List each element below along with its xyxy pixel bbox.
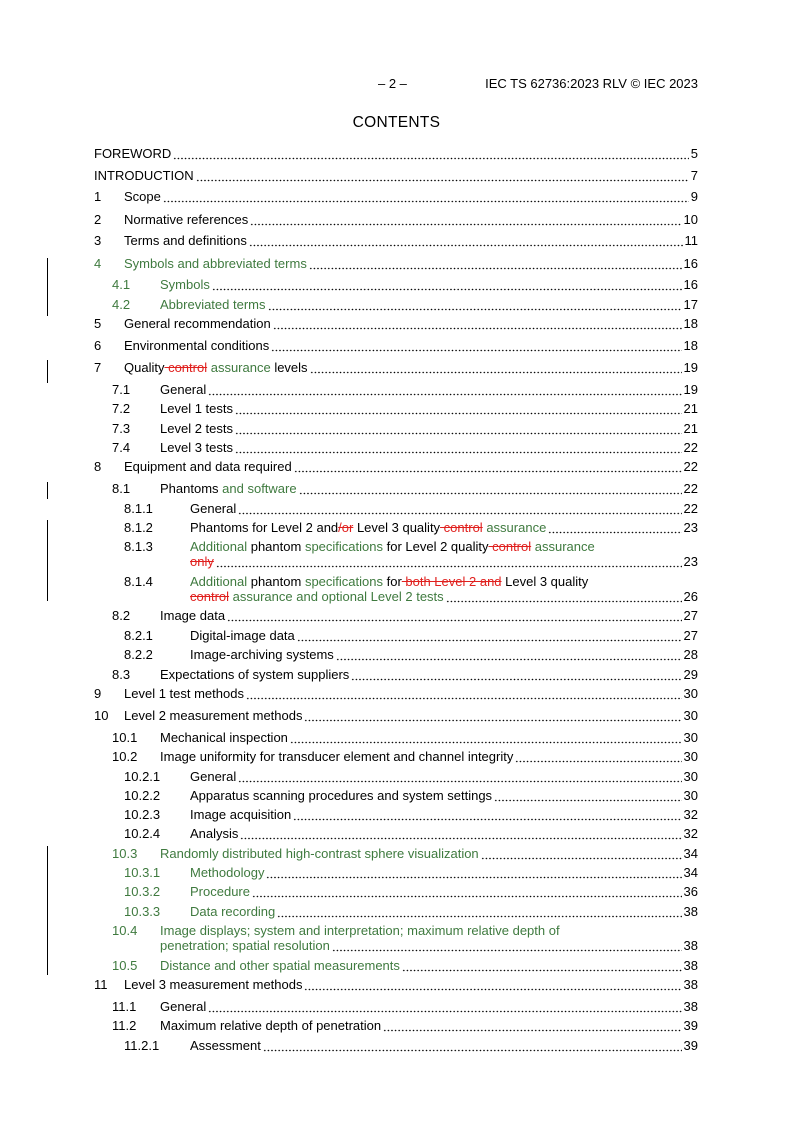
toc-page-number: 9 bbox=[690, 189, 698, 204]
toc-entry[interactable] bbox=[94, 846, 698, 862]
toc-entry-number: 8.2 bbox=[112, 608, 131, 623]
dot-leader bbox=[208, 999, 681, 1015]
toc-page-number: 30 bbox=[683, 769, 698, 784]
dot-leader bbox=[304, 977, 681, 993]
toc-entry-text: Equipment and data required bbox=[124, 459, 292, 474]
toc-entry-number: 2 bbox=[94, 212, 102, 227]
dot-leader bbox=[481, 846, 682, 862]
change-bar bbox=[47, 520, 48, 601]
dot-leader bbox=[548, 520, 681, 536]
dot-leader bbox=[173, 146, 688, 162]
toc-entry[interactable] bbox=[94, 708, 698, 724]
toc-entry-text: Image uniformity for transducer element and channel integrity bbox=[160, 749, 514, 764]
toc-entry-number: 8.3 bbox=[112, 667, 131, 682]
added-text: Additional bbox=[190, 574, 248, 589]
toc-entry-number: 10.3 bbox=[112, 846, 138, 861]
toc-page-number: 30 bbox=[683, 730, 698, 745]
toc-entry-text: General bbox=[160, 999, 207, 1014]
toc-entry-number: 9 bbox=[94, 686, 102, 701]
dot-leader bbox=[266, 865, 681, 881]
toc-page-number: 22 bbox=[683, 481, 698, 496]
toc-entry[interactable] bbox=[94, 401, 698, 417]
toc-entry[interactable] bbox=[94, 168, 698, 184]
toc-entry-number: 11 bbox=[94, 977, 108, 992]
toc-entry-text: FOREWORD bbox=[94, 146, 172, 161]
dot-leader bbox=[304, 708, 681, 724]
toc-page-number: 7 bbox=[690, 168, 698, 183]
toc-entry[interactable] bbox=[94, 316, 698, 332]
dot-leader bbox=[336, 647, 682, 663]
dot-leader bbox=[310, 360, 682, 376]
added-text: Randomly distributed high-contrast sphere visualization bbox=[160, 846, 479, 861]
toc-entry[interactable] bbox=[94, 297, 698, 313]
toc-entry[interactable] bbox=[94, 277, 698, 293]
toc-page-number: 27 bbox=[683, 608, 698, 623]
dot-leader bbox=[294, 459, 682, 475]
dot-leader bbox=[252, 884, 682, 900]
toc-entry-text: Mechanical inspection bbox=[160, 730, 288, 745]
toc-entry-text: Analysis bbox=[190, 826, 239, 841]
toc-entry-number: 6 bbox=[94, 338, 102, 353]
toc-entry-number: 4.1 bbox=[112, 277, 131, 292]
dot-leader bbox=[309, 256, 682, 272]
toc-entry[interactable] bbox=[94, 440, 698, 456]
toc-entry[interactable] bbox=[94, 146, 698, 162]
deleted-text: control bbox=[440, 520, 483, 535]
toc-entry[interactable] bbox=[94, 999, 698, 1015]
added-text: Distance and other spatial measurements bbox=[160, 958, 400, 973]
dot-leader bbox=[299, 481, 682, 497]
toc-entry[interactable] bbox=[94, 788, 698, 804]
toc-entry-text: General bbox=[190, 769, 237, 784]
toc-entry-text: Assessment bbox=[190, 1038, 261, 1053]
dot-leader bbox=[235, 421, 682, 437]
toc-entry-text: Image acquisition bbox=[190, 807, 292, 822]
toc-entry[interactable] bbox=[94, 233, 698, 249]
toc-entry[interactable] bbox=[94, 1038, 698, 1054]
toc-entry-text: Level 2 measurement methods bbox=[124, 708, 303, 723]
added-text: Symbols bbox=[160, 277, 210, 292]
toc-page-number: 38 bbox=[683, 938, 698, 953]
toc-entry-text: Scope bbox=[124, 189, 161, 204]
dot-leader bbox=[293, 807, 681, 823]
toc-entry[interactable] bbox=[94, 628, 698, 644]
toc-entry[interactable] bbox=[94, 647, 698, 663]
toc-page-number: 30 bbox=[683, 788, 698, 803]
toc-entry-text: Terms and definitions bbox=[124, 233, 247, 248]
toc-page-number: 36 bbox=[683, 884, 698, 899]
dot-leader bbox=[494, 788, 681, 804]
added-text: assurance bbox=[482, 520, 547, 535]
toc-entry-number: 10.2.2 bbox=[124, 788, 161, 803]
toc-entry-number: 8.1 bbox=[112, 481, 131, 496]
toc-entry-number: 7 bbox=[94, 360, 102, 375]
toc-entry-number: 8.2.2 bbox=[124, 647, 153, 662]
toc-page-number: 11 bbox=[684, 233, 698, 248]
toc-page-number: 26 bbox=[683, 589, 698, 604]
toc-page-number: 32 bbox=[683, 826, 698, 841]
toc-page-number: 17 bbox=[683, 297, 698, 312]
toc-entry-text: Level 3 quality bbox=[501, 574, 589, 589]
toc-entry-text: Level 3 tests bbox=[160, 440, 233, 455]
toc-entry-number: 10.1 bbox=[112, 730, 138, 745]
toc-page-number: 28 bbox=[683, 647, 698, 662]
deleted-text: control bbox=[488, 539, 532, 554]
toc-page-number: 21 bbox=[683, 401, 698, 416]
toc-entry[interactable] bbox=[94, 360, 698, 376]
toc-entry[interactable] bbox=[94, 520, 698, 536]
toc-entry-text: INTRODUCTION bbox=[94, 168, 194, 183]
deleted-text: /or bbox=[338, 520, 354, 535]
toc-entry-number: 7.4 bbox=[112, 440, 131, 455]
toc-entry-text: Quality bbox=[124, 360, 165, 375]
toc-entry-number: 8.1.2 bbox=[124, 520, 153, 535]
toc-entry-text: Phantoms for Level 2 and bbox=[190, 520, 339, 535]
toc-entry-number: 7.3 bbox=[112, 421, 131, 436]
toc-page-number: 22 bbox=[683, 440, 698, 455]
dot-leader bbox=[216, 554, 682, 570]
dot-leader bbox=[235, 401, 682, 417]
toc-page-number: 19 bbox=[683, 360, 698, 375]
toc-entry-text: Level 1 tests bbox=[160, 401, 233, 416]
toc-entry-text: levels bbox=[270, 360, 308, 375]
dot-leader bbox=[196, 168, 689, 184]
toc-entry-text: Phantoms bbox=[160, 481, 219, 496]
dot-leader bbox=[297, 628, 682, 644]
dot-leader bbox=[332, 938, 682, 954]
added-text: Additional bbox=[190, 539, 248, 554]
document-reference: IEC TS 62736:2023 RLV © IEC 2023 bbox=[485, 76, 698, 91]
added-text: Abbreviated terms bbox=[160, 297, 266, 312]
page-title: CONTENTS bbox=[352, 114, 441, 131]
added-text: specifications bbox=[304, 539, 383, 554]
toc-entry[interactable] bbox=[94, 256, 698, 272]
toc-entry-number: 7.2 bbox=[112, 401, 131, 416]
toc-entry-text: for bbox=[382, 574, 402, 589]
toc-entry-text: Expectations of system suppliers bbox=[160, 667, 350, 682]
toc-entry[interactable] bbox=[94, 686, 698, 702]
toc-entry-text: Level 2 tests bbox=[160, 421, 233, 436]
toc-entry-number: 11.1 bbox=[112, 999, 137, 1014]
toc-entry[interactable] bbox=[94, 769, 698, 785]
added-text: assurance bbox=[207, 360, 271, 375]
toc-entry-number: 10.5 bbox=[112, 958, 138, 973]
toc-entry-number: 10.2.4 bbox=[124, 826, 161, 841]
toc-page-number: 30 bbox=[683, 708, 698, 723]
toc-entry[interactable] bbox=[94, 481, 698, 497]
deleted-text: only bbox=[190, 554, 214, 569]
toc-page-number: 23 bbox=[683, 520, 698, 535]
toc-entry[interactable] bbox=[94, 501, 698, 517]
toc-entry[interactable] bbox=[94, 884, 698, 900]
toc-page-number: 30 bbox=[683, 686, 698, 701]
toc-entry[interactable] bbox=[94, 1018, 698, 1034]
toc-entry-number: 10.3.1 bbox=[124, 865, 161, 880]
toc-entry-number: 10 bbox=[94, 708, 109, 723]
dot-leader bbox=[238, 769, 681, 785]
toc-entry-number: 10.3.3 bbox=[124, 904, 161, 919]
toc-page-number: 38 bbox=[683, 958, 698, 973]
toc-entry-text: phantom bbox=[247, 539, 305, 554]
toc-entry[interactable] bbox=[94, 608, 698, 624]
toc-entry[interactable] bbox=[94, 539, 698, 569]
toc-page-number: 21 bbox=[683, 421, 698, 436]
dot-leader bbox=[268, 297, 682, 313]
toc-entry[interactable] bbox=[94, 977, 698, 993]
toc-page-number: 27 bbox=[683, 628, 698, 643]
toc-entry-text: General bbox=[190, 501, 237, 516]
toc-page-number: 19 bbox=[683, 382, 698, 397]
toc-entry[interactable] bbox=[94, 212, 698, 228]
toc-entry-text: Normative references bbox=[124, 212, 249, 227]
toc-entry-number: 8.2.1 bbox=[124, 628, 153, 643]
dot-leader bbox=[383, 1018, 681, 1034]
toc-entry[interactable] bbox=[94, 730, 698, 746]
toc-entry-number: 7.1 bbox=[112, 382, 131, 397]
toc-page-number: 29 bbox=[683, 667, 698, 682]
toc-entry[interactable] bbox=[94, 421, 698, 437]
added-text: and software bbox=[218, 481, 297, 496]
toc-entry-number: 10.4 bbox=[112, 923, 138, 938]
added-text: penetration; spatial resolution bbox=[160, 938, 330, 953]
toc-entry-number: 11.2.1 bbox=[124, 1038, 160, 1053]
toc-page-number: 38 bbox=[683, 999, 698, 1014]
dot-leader bbox=[250, 212, 681, 228]
toc-entry-number: 10.2 bbox=[112, 749, 138, 764]
toc-entry-text: Environmental conditions bbox=[124, 338, 270, 353]
toc-entry-text: Level 1 test methods bbox=[124, 686, 244, 701]
toc-entry-number: 10.2.1 bbox=[124, 769, 161, 784]
toc-entry-number: 4 bbox=[94, 256, 102, 271]
toc-page-number: 38 bbox=[683, 977, 698, 992]
toc-entry[interactable] bbox=[94, 667, 698, 683]
toc-page-number: 22 bbox=[683, 459, 698, 474]
toc-entry-text: for Level 2 quality bbox=[382, 539, 489, 554]
toc-page-number: 18 bbox=[683, 338, 698, 353]
change-bar bbox=[47, 846, 48, 975]
toc-entry-number: 8 bbox=[94, 459, 102, 474]
added-text: Symbols and abbreviated terms bbox=[124, 256, 307, 271]
toc-entry[interactable] bbox=[94, 958, 698, 974]
toc-entry-number: 4.2 bbox=[112, 297, 131, 312]
toc-entry-text: Digital-image data bbox=[190, 628, 295, 643]
toc-entry-text: Maximum relative depth of penetration bbox=[160, 1018, 382, 1033]
toc-entry-number: 8.1.3 bbox=[124, 539, 153, 554]
toc-page-number: 34 bbox=[683, 846, 698, 861]
toc-entry-number: 10.3.2 bbox=[124, 884, 161, 899]
toc-page-number: 10 bbox=[683, 212, 698, 227]
toc-entry-number: 1 bbox=[94, 189, 102, 204]
toc-page-number: 16 bbox=[683, 256, 698, 271]
toc-entry-number: 11.2 bbox=[112, 1018, 137, 1033]
dot-leader bbox=[235, 440, 682, 456]
deleted-text: control bbox=[164, 360, 208, 375]
change-bar bbox=[47, 258, 48, 316]
added-text: assurance and optional Level 2 tests bbox=[229, 589, 444, 604]
toc-page-number: 38 bbox=[683, 904, 698, 919]
dot-leader bbox=[163, 189, 689, 205]
dot-leader bbox=[351, 667, 681, 683]
deleted-text: control bbox=[190, 589, 230, 604]
toc-entry-text: General recommendation bbox=[124, 316, 271, 331]
toc-entry-text: Level 3 measurement methods bbox=[124, 977, 303, 992]
toc-entry[interactable] bbox=[94, 807, 698, 823]
dot-leader bbox=[271, 338, 681, 354]
dot-leader bbox=[246, 686, 682, 702]
toc-entry-number: 3 bbox=[94, 233, 102, 248]
toc-entry-text: General bbox=[160, 382, 207, 397]
toc-page-number: 32 bbox=[683, 807, 698, 822]
toc-entry-text: Apparatus scanning procedures and system settings bbox=[190, 788, 493, 803]
toc-page-number: 39 bbox=[683, 1018, 698, 1033]
dot-leader bbox=[212, 277, 682, 293]
toc-entry[interactable] bbox=[94, 923, 698, 953]
dot-leader bbox=[402, 958, 682, 974]
toc-entry[interactable] bbox=[94, 749, 698, 765]
toc-entry-text: Image data bbox=[160, 608, 226, 623]
toc-page-number: 16 bbox=[683, 277, 698, 292]
toc-entry[interactable] bbox=[94, 189, 698, 205]
added-text: specifications bbox=[304, 574, 383, 589]
dot-leader bbox=[238, 501, 681, 517]
toc-entry-number: 10.2.3 bbox=[124, 807, 161, 822]
toc-entry[interactable] bbox=[94, 574, 698, 604]
toc-page-number: 5 bbox=[690, 146, 698, 161]
toc-entry-number: 5 bbox=[94, 316, 102, 331]
page-number-header: – 2 – bbox=[378, 76, 407, 91]
toc-entry-text: phantom bbox=[247, 574, 305, 589]
deleted-text: both Level 2 and bbox=[401, 574, 502, 589]
added-text: Procedure bbox=[190, 884, 250, 899]
toc-page-number: 23 bbox=[683, 554, 698, 569]
toc-page-number: 39 bbox=[683, 1038, 698, 1053]
dot-leader bbox=[263, 1038, 682, 1054]
added-text: Methodology bbox=[190, 865, 265, 880]
dot-leader bbox=[273, 316, 682, 332]
toc-page-number: 34 bbox=[683, 865, 698, 880]
toc-entry[interactable] bbox=[94, 459, 698, 475]
dot-leader bbox=[208, 382, 681, 398]
toc-page-number: 30 bbox=[683, 749, 698, 764]
change-bar bbox=[47, 482, 48, 499]
dot-leader bbox=[290, 730, 682, 746]
toc-entry-text: Image-archiving systems bbox=[190, 647, 334, 662]
dot-leader bbox=[240, 826, 681, 842]
toc-entry[interactable] bbox=[94, 826, 698, 842]
toc-entry-text: Level 3 quality bbox=[353, 520, 441, 535]
added-text: assurance bbox=[531, 539, 595, 554]
added-text: Image displays; system and interpretation; maximum relative depth of bbox=[160, 923, 560, 938]
change-bar bbox=[47, 360, 48, 383]
added-text: Data recording bbox=[190, 904, 276, 919]
toc-page-number: 18 bbox=[683, 316, 698, 331]
dot-leader bbox=[227, 608, 681, 624]
toc-entry-number: 8.1.4 bbox=[124, 574, 153, 589]
dot-leader bbox=[446, 589, 682, 605]
toc-entry-number: 8.1.1 bbox=[124, 501, 153, 516]
toc-entry[interactable] bbox=[94, 338, 698, 354]
toc-page-number: 22 bbox=[683, 501, 698, 516]
toc-entry[interactable] bbox=[94, 382, 698, 398]
dot-leader bbox=[515, 749, 681, 765]
toc-entry[interactable] bbox=[94, 865, 698, 881]
toc-entry[interactable] bbox=[94, 904, 698, 920]
dot-leader bbox=[249, 233, 683, 249]
dot-leader bbox=[277, 904, 681, 920]
